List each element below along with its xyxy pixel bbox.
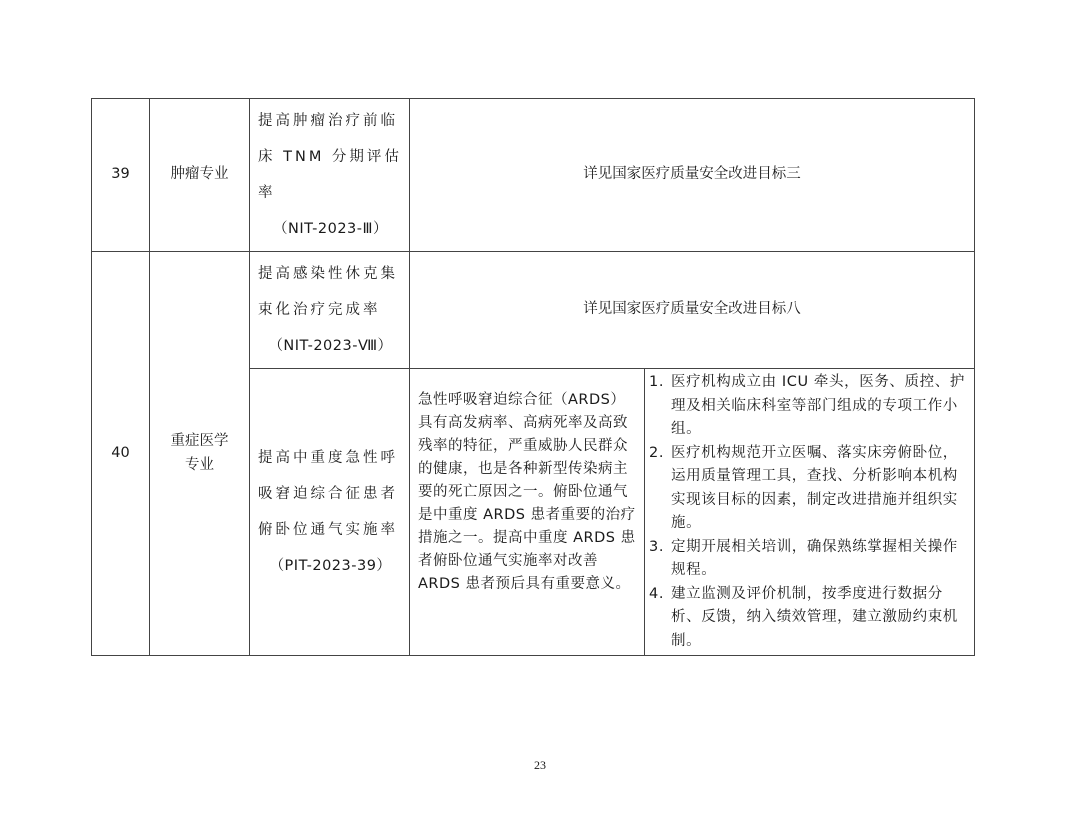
description-cell: 急性呼吸窘迫综合征（ARDS）具有高发病率、高病死率及高致残率的特征，严重威胁人民群众的健康，也是各种新型传染病主要的死亡原因之一。俯卧位通气是中重度 ARDS 患者重要的治疗措施之一。提高中重度 ARDS 患者俯卧位通气实施率对改善 ARDS 患者预后具有重要意义。 [410,369,645,656]
step-item [649,442,970,536]
step-text: 医疗机构规范开立医嘱、落实床旁俯卧位，运用质量管理工具，查找、分析影响本机构实现该目标的因素，制定改进措施并组织实施。 [671,444,958,531]
step-item [649,536,970,583]
detail-cell: 详见国家医疗质量安全改进目标三 [410,99,975,252]
indicator-text: 提高感染性休克集束化治疗完成率 [258,266,398,318]
row-number: 40 [92,252,150,656]
page-number: 23 [534,758,546,772]
table-row-40 [92,252,975,369]
steps-list [649,371,970,653]
indicator-text: 提高肿瘤治疗前临床 TNM 分期评估率 [258,113,402,201]
table-row-39 [92,99,975,252]
step-item [649,583,970,654]
quality-target-table [91,98,975,656]
specialty-cell: 肿瘤专业 [150,99,250,252]
indicator-cell [250,252,410,369]
step-number: 3. [649,538,665,555]
indicator-code: （PIT-2023-39） [269,558,392,574]
step-number: 1. [649,374,665,390]
step-number: 4. [649,585,665,602]
indicator-cell [250,99,410,252]
steps-cell [645,369,975,656]
detail-cell: 详见国家医疗质量安全改进目标八 [410,252,975,369]
step-item [649,371,970,442]
step-text: 建立监测及评价机制，按季度进行数据分析、反馈，纳入绩效管理，建立激励约束机制。 [671,585,958,649]
specialty-line: 专业 [185,456,214,473]
row-number: 39 [92,99,150,252]
specialty-cell [150,252,250,656]
step-number: 2. [649,444,665,461]
step-text: 医疗机构成立由 ICU 牵头，医务、质控、护理及相关临床科室等部门组成的专项工作小组。 [671,374,965,437]
step-text: 定期开展相关培训，确保熟练掌握相关操作规程。 [671,538,958,578]
specialty-line: 重症医学 [170,433,229,450]
indicator-code: （NIT-2023-Ⅲ） [272,221,388,237]
indicator-cell [250,369,410,656]
indicator-text: 提高中重度急性呼吸窘迫综合征患者俯卧位通气实施率 [258,450,398,538]
indicator-code: （NIT-2023-Ⅷ） [268,338,393,354]
